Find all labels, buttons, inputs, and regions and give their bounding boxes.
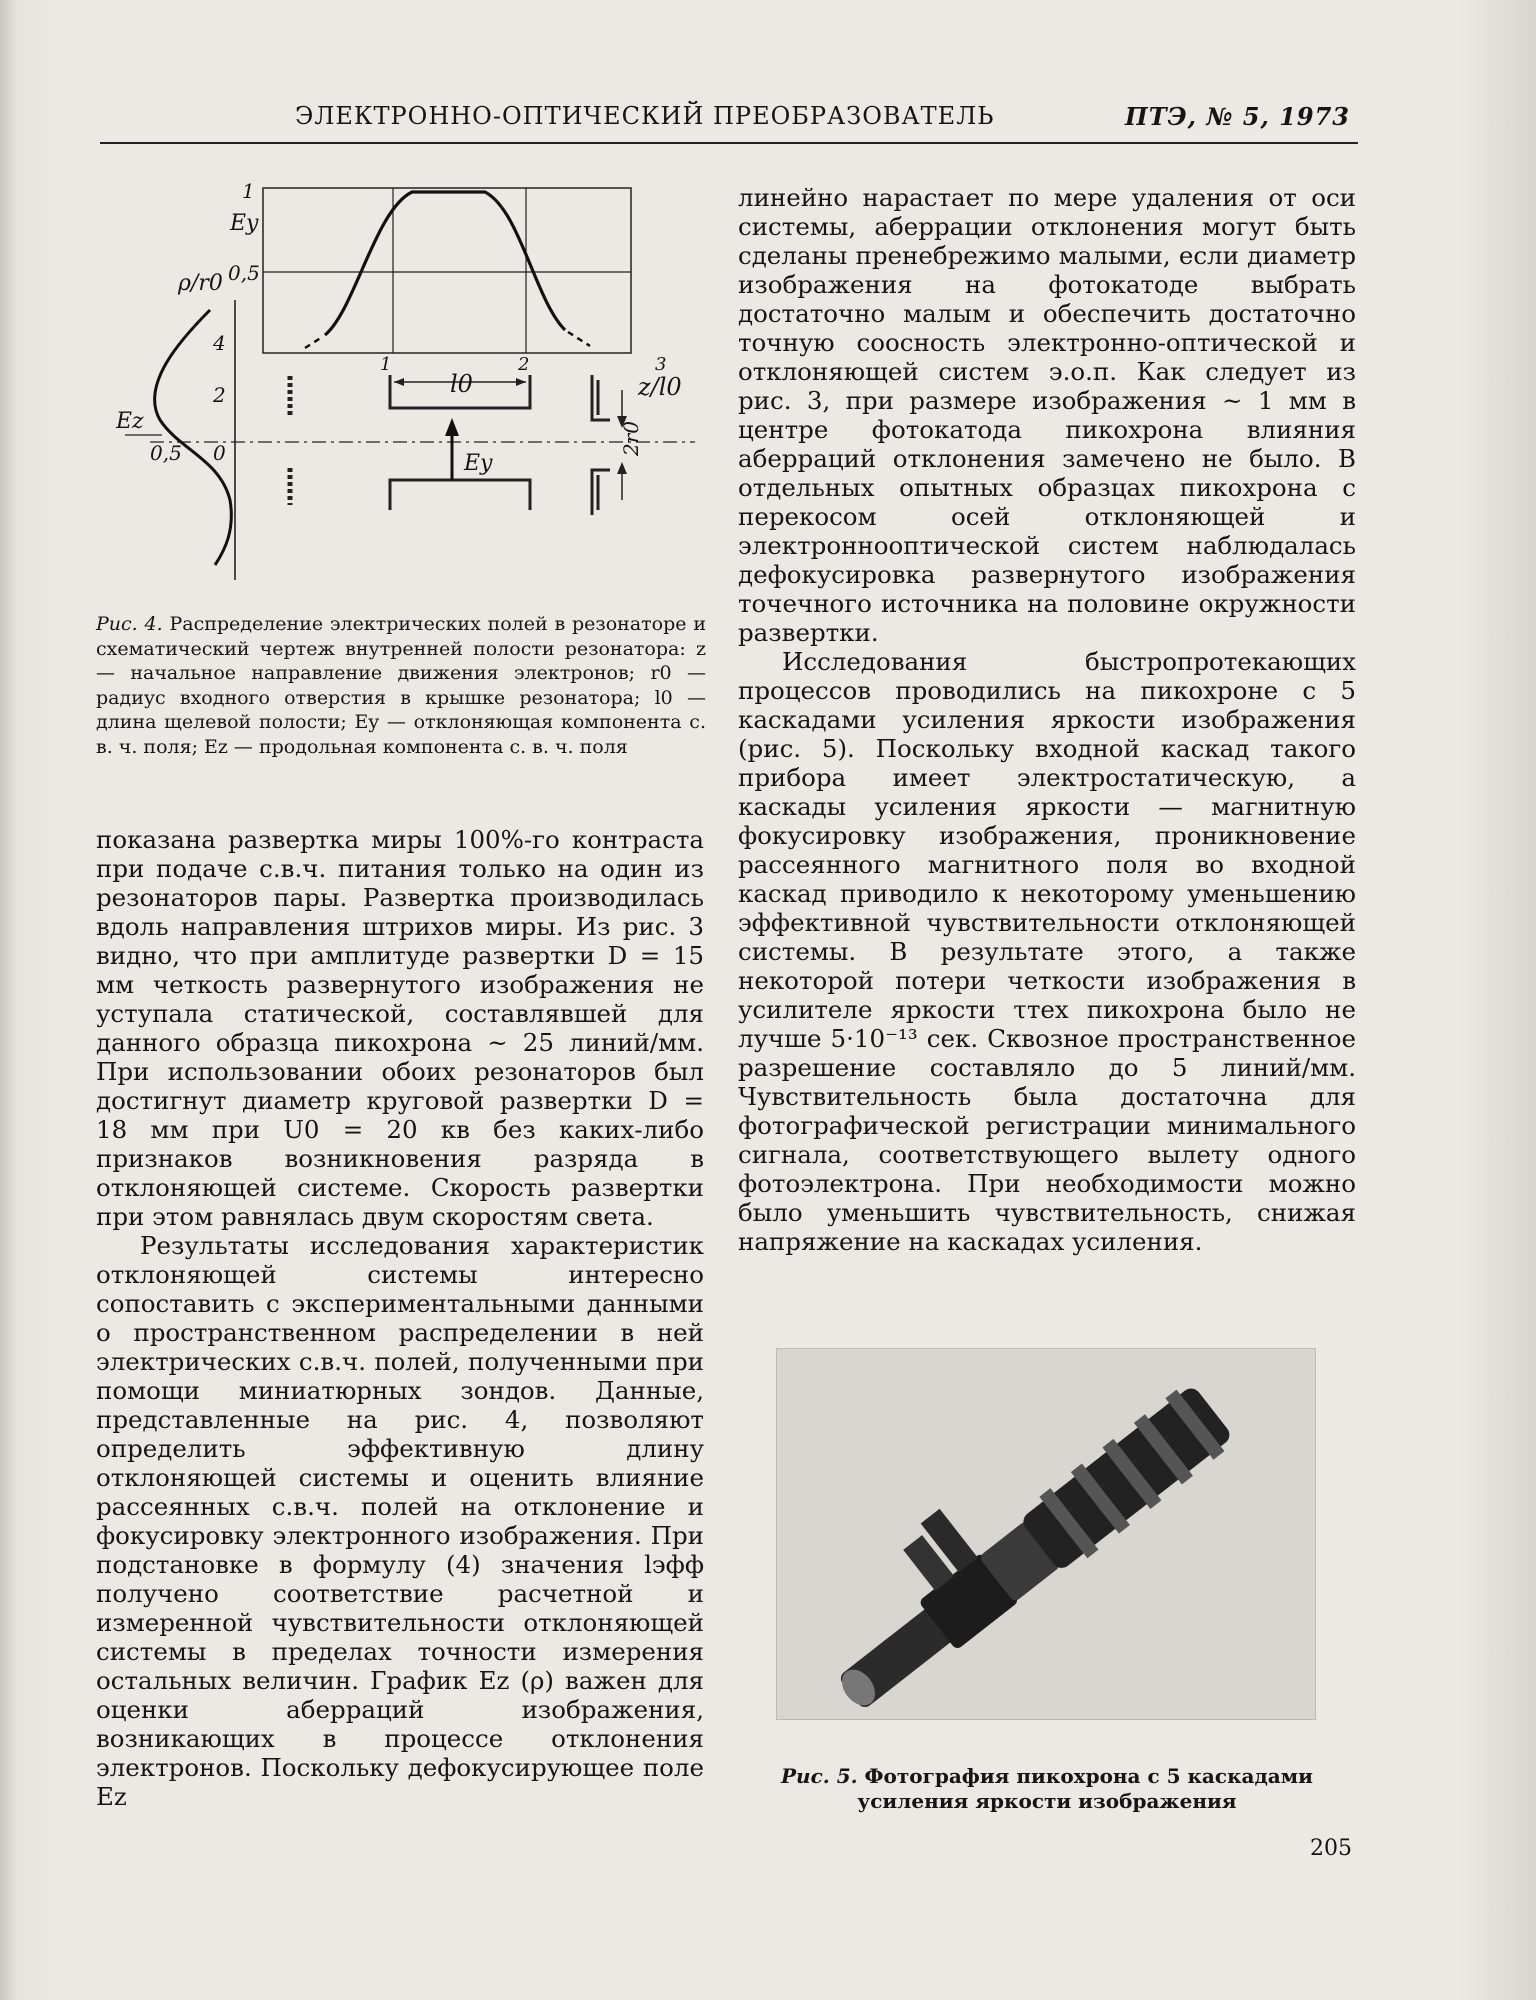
figure-5-caption: [736, 1764, 1358, 1814]
ey-plot-frame: [263, 188, 631, 353]
ez-tick-half: 0,5: [150, 441, 182, 465]
right-paragraph-2: Исследования быстропротекающих процессов проводились на пикохроне с 5 каскадами усиления яркости изображения (рис. 5). Поскольку входной каскад такого прибора имеет электростатическую, а каскады усиления яркости — магнитную фокусировку изображения, проникновение рассеянного магнитного поля во входной каскад приводило к некоторому уменьшению эффективной чувствительности отклоняющей системы. В результате этого, а также некоторой потери четкости изображения в усилителе яркости τтех пикохрона было не лучше 5·10⁻¹³ сек. Сквозное пространственное разрешение составляло до 5 линий/мм. Чувствительность была достаточна для фотографической регистрации минимального сигнала, соответствующего вылету одного фотоэлектрона. При необходимости можно было уменьшить чувствительность, снижая напряжение на каскадах усиления.: [738, 647, 1356, 1256]
figure-4-diagram: [116, 170, 710, 600]
l0-arrow-right: [516, 378, 526, 386]
ez-axis-label: Ez: [116, 409, 144, 434]
z-axis-label: z/l0: [638, 373, 682, 401]
left-paragraph-2: Результаты исследования характеристик отклоняющей системы интересно сопоставить с экспериментальными данными о пространственном распределении в ней электрических с.в.ч. полей, полученными при помощи миниатюрных зондов. Данные, представленные на рис. 4, позволяют определить эффективную длину отклоняющей системы и оценить влияние рассеянных с.в.ч. полей на отклонение и фокусировку электронного изображения. При подстановке в формулу (4) значения lэфф получено соответствие расчетной и измеренной чувствительности отклоняющей системы в пределах точности измерения остальных величин. График Ez (ρ) важен для оценки аберраций изображения, возникающих в процессе отклонения электронов. Поскольку дефокусирующее поле Ez: [96, 1231, 704, 1811]
rho-tick-2: 2: [213, 383, 226, 407]
resonator-lower-plate: [390, 480, 530, 510]
z-tick-2: 2: [518, 354, 530, 375]
rho-r0-label: ρ/r0: [178, 271, 223, 296]
resonator-right-bottom: [592, 470, 610, 515]
figure-5-caption-label: Рис. 5.: [781, 1764, 858, 1788]
left-column: [96, 825, 704, 1811]
figure-5-photo: [776, 1348, 1316, 1720]
header-title: ЭЛЕКТРОННО-ОПТИЧЕСКИЙ ПРЕОБРАЗОВАТЕЛЬ: [295, 102, 995, 130]
header-journal: ПТЭ, № 5, 1973: [1125, 102, 1350, 131]
rho-tick-0: 0: [213, 441, 226, 465]
rho-tick-4: 4: [213, 331, 226, 355]
r0-arrow-lower: [617, 462, 627, 474]
ey-label-half: 0,5: [228, 261, 260, 285]
resonator-right-top: [592, 375, 610, 420]
figure-4-caption-text: Распределение электрических полей в резонаторе и схематический чертеж внутренней полости резонатора: z — начальное направление движения электронов; r0 — радиус входного отверстия в крышке резонатора; l0 — длина щелевой полости; Ey — отклоняющая компонента с. в. ч. поля; Ez — продольная компонента с. в. ч. поля: [96, 613, 706, 758]
z-tick-3: 3: [655, 354, 667, 375]
ey-field-arrowhead: [445, 418, 459, 436]
left-paragraph-1: показана развертка миры 100%-го контраста при подаче с.в.ч. питания только на один из резонаторов пары. Развертка производилась вдоль направления штрихов миры. Из рис. 3 видно, что при амплитуде развертки D = 15 мм четкость развернутого изображения не уступала статической, составлявшей для данного образца пикохрона ~ 25 линий/мм. При использовании обоих резонаторов был достигнут диаметр круговой развертки D = 18 мм при U0 = 20 кв без каких-либо признаков возникновения разряда в отклоняющей системе. Скорость развертки при этом равнялась двум скоростям света.: [96, 825, 704, 1231]
ey-curve-tail-left: [305, 337, 322, 348]
figure-4-caption: [96, 612, 706, 759]
ey-field-label: Ey: [464, 451, 493, 476]
ey-curve: [325, 192, 565, 335]
l0-label: l0: [450, 370, 473, 398]
running-header: [100, 100, 1358, 144]
figure-5-caption-text: Фотография пикохрона с 5 каскадами усиления яркости изображения: [857, 1764, 1313, 1813]
l0-arrow-left: [394, 378, 404, 386]
right-column: [738, 183, 1356, 1256]
page-number: 205: [1310, 1836, 1352, 1861]
right-paragraph-1: линейно нарастает по мере удаления от оси системы, аберрации отклонения могут быть сделаны пренебрежимо малыми, если диаметр изображения на фотокатоде выбрать достаточно малым и обеспечить достаточно точную соосность электронно-оптической и отклоняющей систем э.о.п. Как следует из рис. 3, при размере изображения ~ 1 мм в центре фотокатода пикохрона влияния аберраций отклонения замечено не было. В отдельных опытных образцах пикохрона с перекосом осей отклоняющей и электроннооптической систем наблюдалась дефокусировка развернутого изображения точечного источника на половине окружности развертки.: [738, 183, 1356, 647]
z-tick-1: 1: [380, 354, 392, 375]
ey-curve-tail-right: [568, 332, 590, 346]
ey-axis-label: Ey: [230, 211, 259, 236]
figure-4-caption-label: Рис. 4.: [96, 613, 163, 635]
ey-label-one: 1: [242, 179, 255, 203]
two-r0-label: 2r0: [619, 420, 643, 456]
